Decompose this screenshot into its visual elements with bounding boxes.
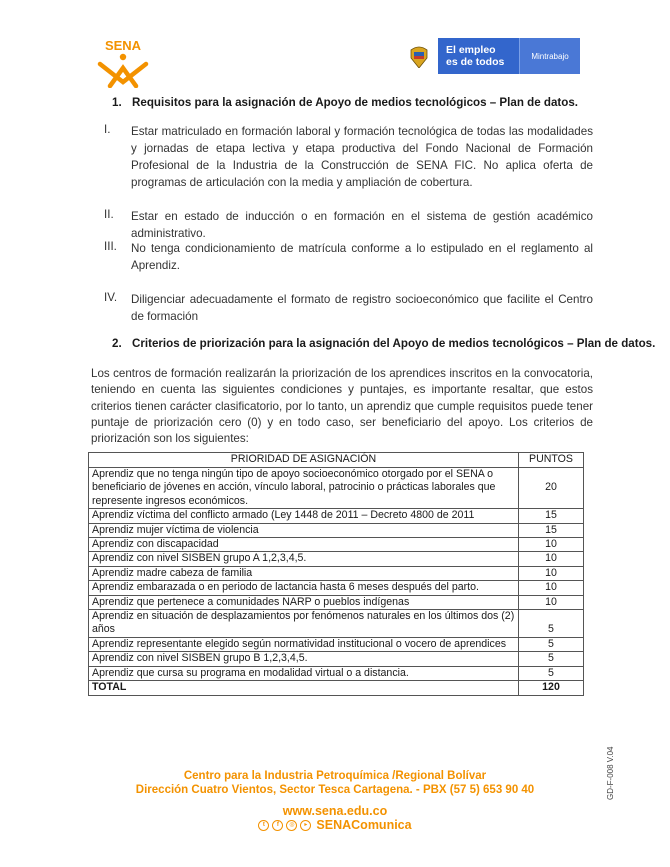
column-header-points: PUNTOS [519, 453, 584, 468]
table-row [89, 610, 584, 638]
criterion-cell: Aprendiz madre cabeza de familia [89, 566, 519, 580]
section2-heading [112, 337, 655, 350]
social-handle: SENAComunica [316, 818, 412, 832]
criterion-cell: Aprendiz mujer víctima de violencia [89, 523, 519, 537]
item-numeral: II. [104, 208, 114, 221]
ministry-label: Mintrabajo [519, 38, 580, 74]
points-cell: 10 [519, 581, 584, 595]
table-row [89, 552, 584, 566]
table-row [89, 509, 584, 523]
document-code: GD-F-008 V.04 [606, 746, 615, 800]
requirement-item: Estar en estado de inducción o en formación en el sistema de gestión académico administrativo. [131, 210, 593, 240]
points-cell: 5 [519, 610, 584, 638]
requirement-item: Diligenciar adecuadamente el formato de registro socioeconómico que facilite el Centro de formación [131, 293, 593, 323]
criterion-cell: Aprendiz víctima del conflicto armado (Ley 1448 de 2011 – Decreto 4800 de 2011 [89, 509, 519, 523]
requirement-item: No tenga condicionamiento de matrícula conforme a lo estipulado en el reglamento al Aprendiz. [131, 242, 593, 272]
table-row [89, 595, 584, 609]
column-header-priority: PRIORIDAD DE ASIGNACIÓN [89, 453, 519, 468]
points-cell: 5 [519, 666, 584, 680]
points-cell: 5 [519, 637, 584, 651]
twitter-icon[interactable]: t [258, 820, 269, 831]
table-row [89, 523, 584, 537]
table-row [89, 666, 584, 680]
table-row [89, 652, 584, 666]
gov-slogan-line2: es de todos [446, 56, 505, 68]
footer-website-link[interactable]: www.sena.edu.co [282, 804, 388, 818]
criterion-cell: Aprendiz con nivel SISBEN grupo B 1,2,3,4,5. [89, 652, 519, 666]
gov-slogan-line1: El empleo [446, 44, 496, 56]
points-cell: 10 [519, 566, 584, 580]
table-row [89, 637, 584, 651]
svg-text:SENA: SENA [104, 38, 142, 53]
section1-number: 1. [112, 96, 122, 109]
section1-heading [112, 96, 578, 109]
youtube-icon[interactable]: ▸ [300, 820, 311, 831]
footer-address: Dirección Cuatro Vientos, Sector Tesca Cartagena. - PBX (57 5) 653 90 40 [135, 784, 535, 796]
section2-number: 2. [112, 337, 122, 350]
sena-logo [92, 38, 154, 88]
points-cell: 20 [519, 468, 584, 509]
section1-title: Requisitos para la asignación de Apoyo de medios tecnológicos – Plan de datos. [132, 96, 579, 109]
points-cell: 15 [519, 523, 584, 537]
table-header-row [89, 453, 584, 468]
criterion-cell: Aprendiz que pertenece a comunidades NARP o pueblos indígenas [89, 595, 519, 609]
total-points: 120 [519, 681, 584, 695]
total-label: TOTAL [89, 681, 519, 695]
requirement-item: Estar matriculado en formación laboral y formación tecnológica de todas las modalidades y jornadas de etapa lectiva y etapa productiva del Fondo Nacional de Formación Profesional de la Industria de la Construcción de SENA FIC. No aplica oferta de programas de articulación con la media y ampliación de cobertura. [131, 125, 593, 189]
criterion-cell: Aprendiz representante elegido según normatividad institucional o vocero de aprendices [89, 637, 519, 651]
footer-center-name: Centro para la Industria Petroquímica /Regional Bolívar [183, 770, 487, 782]
criterion-cell: Aprendiz que cursa su programa en modalidad virtual o a distancia. [89, 666, 519, 680]
section2-intro: Los centros de formación realizarán la priorización de los aprendices inscritos en la convocatoria, teniendo en cuenta las siguientes condiciones y puntajes, es importante resaltar, que estos criterios tienen carácter clasificatorio, por lo tanto, un aprendiz que cumple requisitos puede tener puntaje de priorización cero (0) y en todo caso, ser beneficiario del apoyo. Los criterios de priorización son los siguientes: [91, 367, 593, 446]
coat-of-arms-icon [400, 38, 438, 74]
points-cell: 15 [519, 509, 584, 523]
criterion-cell: Aprendiz que no tenga ningún tipo de apoyo socioeconómico otorgado por el SENA o beneficiario de jóvenes en acción, vínculo laboral, patrocinio o prácticas laborales que represente ingresos económicos. [89, 468, 519, 509]
points-cell: 5 [519, 652, 584, 666]
table-row [89, 581, 584, 595]
points-cell: 10 [519, 538, 584, 552]
item-numeral: I. [104, 123, 111, 136]
table-total-row [89, 681, 584, 695]
table-row [89, 468, 584, 509]
instagram-icon[interactable]: ◎ [286, 820, 297, 831]
section2-title: Criterios de priorización para la asignación del Apoyo de medios tecnológicos – Plan de datos. [132, 337, 656, 350]
table-row [89, 566, 584, 580]
government-banner [400, 38, 580, 74]
priority-table [88, 452, 584, 696]
points-cell: 10 [519, 552, 584, 566]
gov-slogan [438, 38, 519, 74]
table-row [89, 538, 584, 552]
facebook-icon[interactable]: f [272, 820, 283, 831]
item-numeral: IV. [104, 291, 118, 304]
item-numeral: III. [104, 240, 117, 253]
criterion-cell: Aprendiz en situación de desplazamientos por fenómenos naturales en los últimos dos (2) años [89, 610, 519, 638]
criterion-cell: Aprendiz con nivel SISBEN grupo A 1,2,3,4,5. [89, 552, 519, 566]
criterion-cell: Aprendiz con discapacidad [89, 538, 519, 552]
points-cell: 10 [519, 595, 584, 609]
criterion-cell: Aprendiz embarazada o en periodo de lactancia hasta 6 meses después del parto. [89, 581, 519, 595]
footer-social [0, 818, 670, 832]
